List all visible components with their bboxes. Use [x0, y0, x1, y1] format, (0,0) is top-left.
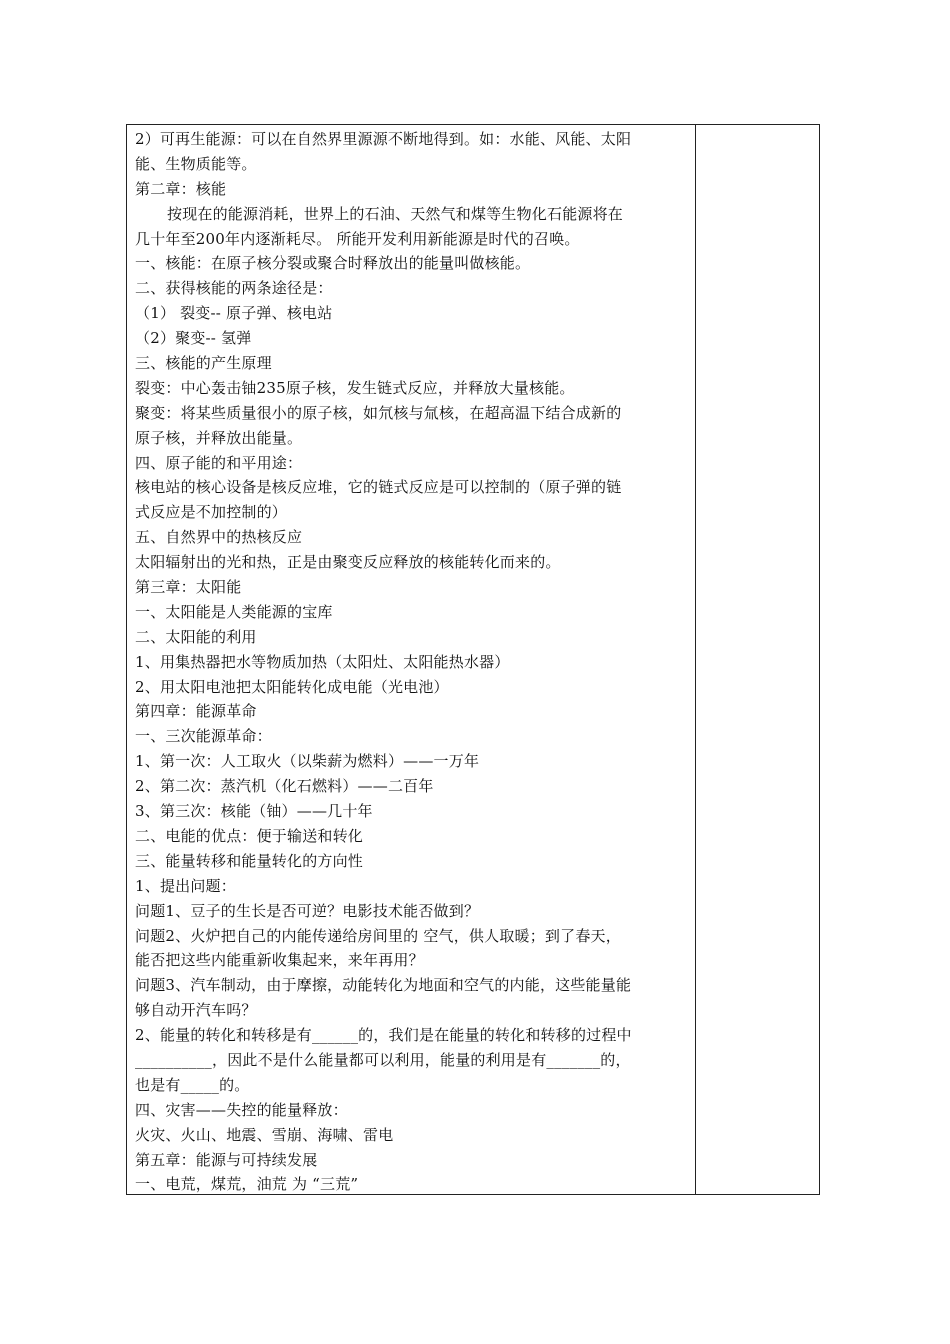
text-line: 核电站的核心设备是核反应堆，它的链式反应是可以控制的（原子弹的链: [135, 478, 622, 497]
text-line: 裂变：中心轰击铀235原子核，发生链式反应，并释放大量核能。: [135, 378, 575, 397]
text-line: （2）聚变-- 氢弹: [135, 329, 252, 348]
text-line: 能、生物质能等。: [135, 154, 257, 173]
content-table: [126, 124, 820, 1195]
text-line: 按现在的能源消耗，世界上的石油、天然气和煤等生物化石能源将在: [167, 204, 624, 223]
fill-blank-line: 也是有_____的。: [135, 1075, 250, 1094]
text-line: 几十年至200年内逐渐耗尽。 所能开发利用新能源是时代的召唤。: [135, 229, 580, 248]
text-line: 问题2、火炉把自己的内能传递给房间里的 空气，供人取暖；到了春天，: [135, 926, 621, 945]
text-line: 够自动开汽车吗？: [135, 1001, 257, 1020]
text-line: 1、用集热器把水等物质加热（太阳灶、太阳能热水器）: [135, 652, 510, 671]
section-heading: 二、电能的优点：便于输送和转化: [135, 826, 364, 845]
section-heading: 五、自然界中的热核反应: [135, 528, 303, 547]
text-line: 1、第一次：人工取火（以柴薪为燃料）——一万年: [135, 752, 480, 771]
text-line: 式反应是不加控制的）: [135, 503, 288, 522]
text-line: 太阳辐射出的光和热，正是由聚变反应释放的核能转化而来的。: [135, 553, 561, 572]
section-heading: 四、灾害——失控的能量释放：: [135, 1100, 348, 1119]
text-line: 能否把这些内能重新收集起来，来年再用？: [135, 951, 424, 970]
section-heading: 四、原子能的和平用途：: [135, 453, 303, 472]
side-notes-cell: [696, 125, 819, 1194]
section-heading: 一、三次能源革命：: [135, 727, 272, 746]
text-line: 一、核能：在原子核分裂或聚合时释放出的能量叫做核能。: [135, 254, 531, 273]
text-line: 2）可再生能源：可以在自然界里源源不断地得到。如：水能、风能、太阳: [135, 130, 632, 148]
chapter-heading: 第二章：核能: [135, 179, 227, 198]
chapter-heading: 第三章：太阳能: [135, 578, 242, 597]
text-line: （1） 裂变-- 原子弹、核电站: [135, 304, 333, 323]
section-heading: 二、获得核能的两条途径是：: [135, 279, 333, 298]
text-line: 2、第二次：蒸汽机（化石燃料）——二百年: [135, 777, 434, 796]
text-line: 一、电荒，煤荒，油荒 为 “三荒”: [135, 1175, 359, 1194]
section-heading: 三、核能的产生原理: [135, 354, 272, 373]
text-line: 问题1、豆子的生长是否可逆？电影技术能否做到？: [135, 901, 480, 920]
text-line: 3、第三次：核能（铀）——几十年: [135, 802, 373, 821]
text-line: 2、用太阳电池把太阳能转化成电能（光电池）: [135, 677, 449, 696]
fill-blank-line: 2、能量的转化和转移是有______的，我们是在能量的转化和转移的过程中: [135, 1026, 632, 1045]
section-heading: 三、能量转移和能量转化的方向性: [135, 851, 364, 870]
text-line: 问题3、汽车制动，由于摩擦，动能转化为地面和空气的内能，这些能量能: [135, 976, 632, 995]
text-line: 火灾、火山、地震、雪崩、海啸、雷电: [135, 1125, 394, 1144]
chapter-heading: 第四章：能源革命: [135, 702, 257, 721]
chapter-heading: 第五章：能源与可持续发展: [135, 1150, 318, 1169]
section-heading: 二、太阳能的利用: [135, 627, 257, 646]
section-heading: 一、太阳能是人类能源的宝库: [135, 602, 333, 621]
text-line: 1、提出问题：: [135, 876, 236, 895]
notes-cell: [127, 125, 696, 1194]
text-line: 聚变：将某些质量很小的原子核，如氘核与氚核，在超高温下结合成新的: [135, 403, 622, 422]
text-line: 原子核，并释放出能量。: [135, 428, 303, 447]
fill-blank-line: __________，因此不是什么能量都可以利用，能量的利用是有_______的，: [135, 1050, 631, 1069]
